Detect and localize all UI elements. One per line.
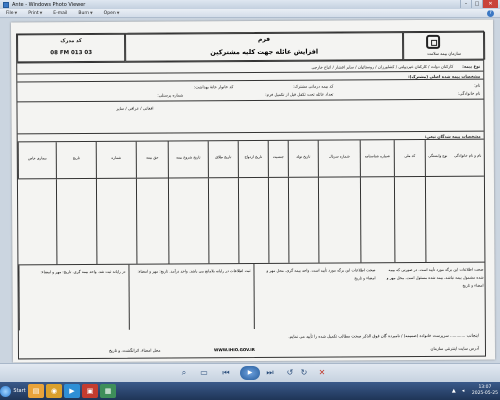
chevron-down-icon: ▼ xyxy=(39,11,43,15)
col-relation: نوع وابستگی xyxy=(425,140,450,176)
close-button[interactable]: ✕ xyxy=(482,0,498,8)
dependents-count-label: تعداد عائله تحت تکفل قبل از تکمیل فرم: xyxy=(265,91,334,97)
member-info-row-1 xyxy=(17,79,483,102)
member-section-title: مشخصات بیمه شده اصلی (مشترک): xyxy=(408,73,481,80)
status-options: افغانی / عراقی / سایر xyxy=(116,105,154,111)
household-code-label: کد خانوار خانهٔ بهداشت: xyxy=(193,84,234,90)
scanned-document xyxy=(11,20,495,363)
table-divider xyxy=(288,178,290,263)
pdf-reader-icon[interactable]: ▣ xyxy=(82,384,98,398)
photo-viewer-icon xyxy=(3,2,9,8)
col-national-code: کد ملی xyxy=(394,140,425,176)
approval-registration: در رایانه ثبت شد. واحد بیمه گری. تاریخ: مهر و امضاء: xyxy=(18,265,128,331)
chevron-down-icon: ▼ xyxy=(14,11,18,15)
dependents-table-header xyxy=(18,139,484,180)
browser-icon[interactable]: ◉ xyxy=(46,384,62,398)
clock-date: 2025-05-25 xyxy=(471,391,498,396)
col-serial: شماره سریال xyxy=(318,140,360,176)
col-marriage-date: تاریخ ازدواج xyxy=(238,141,268,177)
insurance-type-options: کارکنان دولت / کارکنان غیردولتی / کشاورزان / روستائیان / سایر اقشار / اتباع خارجی xyxy=(311,63,454,70)
table-divider xyxy=(136,179,138,264)
menu-file[interactable]: File ▼ xyxy=(6,10,18,16)
member-info-row-2 xyxy=(17,99,483,134)
rotate-counterclockwise-icon[interactable]: ↺ xyxy=(286,368,294,377)
guardian-declaration: اینجانب ............ سرپرست خانواده (ضمیمه) / نامبرده گان فوق الذکر صحت مطالب تکمیل شده را تأیید می نمایم. xyxy=(288,332,479,339)
maximize-button[interactable]: □ xyxy=(471,0,482,8)
form-title: افزایش عائله جهت کلیه مشترکین xyxy=(210,47,319,57)
website-url: WWW.IHIO.GOV.IR xyxy=(213,346,255,353)
volume-icon[interactable]: ◂ xyxy=(461,387,465,394)
start-button[interactable]: Start xyxy=(0,382,26,400)
window-title: Ante - Windows Photo Viewer xyxy=(12,1,86,8)
chevron-down-icon: ▼ xyxy=(89,11,93,15)
form-frame xyxy=(16,31,486,360)
col-divorce-date: تاریخ طلاق xyxy=(208,141,238,177)
photo-viewer-task-icon[interactable]: ▦ xyxy=(100,384,116,398)
dependents-table-body xyxy=(18,177,485,265)
clock-time: 13:07 xyxy=(478,385,492,390)
col-number: شماره xyxy=(96,142,136,178)
organization-box xyxy=(403,32,485,61)
table-divider xyxy=(96,179,98,264)
image-viewer-area xyxy=(0,19,500,363)
menu-bar xyxy=(0,9,500,18)
table-divider xyxy=(238,178,240,263)
system-clock[interactable] xyxy=(472,385,498,397)
col-premium: حق بیمه xyxy=(136,142,168,178)
document-code-box xyxy=(17,34,125,63)
table-divider xyxy=(56,179,58,264)
rotate-clockwise-icon[interactable]: ↻ xyxy=(300,368,308,377)
table-divider xyxy=(425,177,427,262)
network-icon[interactable]: ▲ xyxy=(451,387,456,394)
system-tray xyxy=(452,382,498,400)
signature-label: محل امضاء، اثرانگشت، و تاریخ xyxy=(108,347,161,353)
personnel-number-label: شماره پرسنلی: xyxy=(157,92,184,98)
windows-logo-icon xyxy=(0,386,11,397)
slideshow-button[interactable]: ▶ xyxy=(240,366,260,380)
table-divider xyxy=(268,178,270,263)
chevron-down-icon: ▼ xyxy=(116,11,120,15)
approval-insurance-unit: صحت اطلاعات این برگه مورد تأیید است. واحد بیمه گری. محل مهر و امضاء و تاریخ xyxy=(253,263,378,329)
table-divider xyxy=(360,177,362,262)
next-icon[interactable]: ⏭ xyxy=(266,368,274,377)
col-special-disease: بیماری خاص xyxy=(18,142,56,178)
unit-code-label: کد بیمه درمانی مشترک: xyxy=(293,83,334,89)
table-divider xyxy=(318,178,320,263)
menu-burn[interactable]: Burn ▼ xyxy=(78,10,93,16)
viewer-toolbar xyxy=(0,363,500,382)
family-name-label: نام خانوادگی: xyxy=(457,90,481,96)
folder-icon[interactable]: ▤ xyxy=(28,384,44,398)
menu-open[interactable]: Open ▼ xyxy=(103,10,120,16)
form-title-box xyxy=(125,32,403,62)
document-code-value: 08 FM 013 03 xyxy=(50,49,93,57)
table-divider xyxy=(168,179,170,264)
menu-print[interactable]: Print ▼ xyxy=(28,10,43,16)
zoom-icon[interactable]: ⌕ xyxy=(181,368,187,377)
col-id-number: شماره شناسنامه xyxy=(360,140,394,176)
col-date: تاریخ xyxy=(56,142,96,178)
help-icon[interactable]: ? xyxy=(487,10,494,17)
actual-size-icon[interactable]: ▭ xyxy=(200,368,208,377)
window-controls xyxy=(460,0,498,9)
col-full-name: نام و نام خانوادگی xyxy=(454,153,482,158)
approval-insured: صحت اطلاعات این برگه مورد تأیید است. در صورتی که بیمه شده مشمول بیمه نباشد، بیمه شده مسئول است. محل مهر و امضاء و تاریخ xyxy=(386,266,484,288)
name-label: نام: xyxy=(474,82,481,88)
minimize-button[interactable]: – xyxy=(460,0,471,8)
approval-section xyxy=(18,262,484,331)
taskbar xyxy=(0,382,500,400)
table-divider xyxy=(208,178,210,263)
delete-icon[interactable]: ✕ xyxy=(318,368,326,377)
dependents-section-title: مشخصات بیمه شدگان تبعی: xyxy=(424,133,481,139)
col-gender: جنسیت xyxy=(268,141,288,177)
website-label: آدرس سایت اینترنتی سازمان xyxy=(430,345,479,351)
col-insurance-start: تاریخ شروع بیمه xyxy=(168,141,208,177)
form-label: فرم xyxy=(258,35,271,43)
organization-name: سازمان بیمه سلامت xyxy=(427,50,462,56)
table-divider xyxy=(394,177,396,262)
window-title-bar xyxy=(0,0,500,9)
menu-email[interactable]: E-mail xyxy=(53,10,68,16)
media-player-icon[interactable]: ▶ xyxy=(64,384,80,398)
approval-income-unit: ثبت اطلاعات در رایانه بلامانع می باشد. واحد درآمد. تاریخ: مهر و امضاء: xyxy=(128,264,253,330)
previous-icon[interactable]: ⏮ xyxy=(222,368,230,377)
col-birth-date: تاریخ تولد xyxy=(288,141,318,177)
document-code-label: کد مدرک xyxy=(60,38,82,45)
insurance-type-label: نوع بیمه: xyxy=(462,63,481,69)
organization-logo-icon xyxy=(426,35,440,49)
